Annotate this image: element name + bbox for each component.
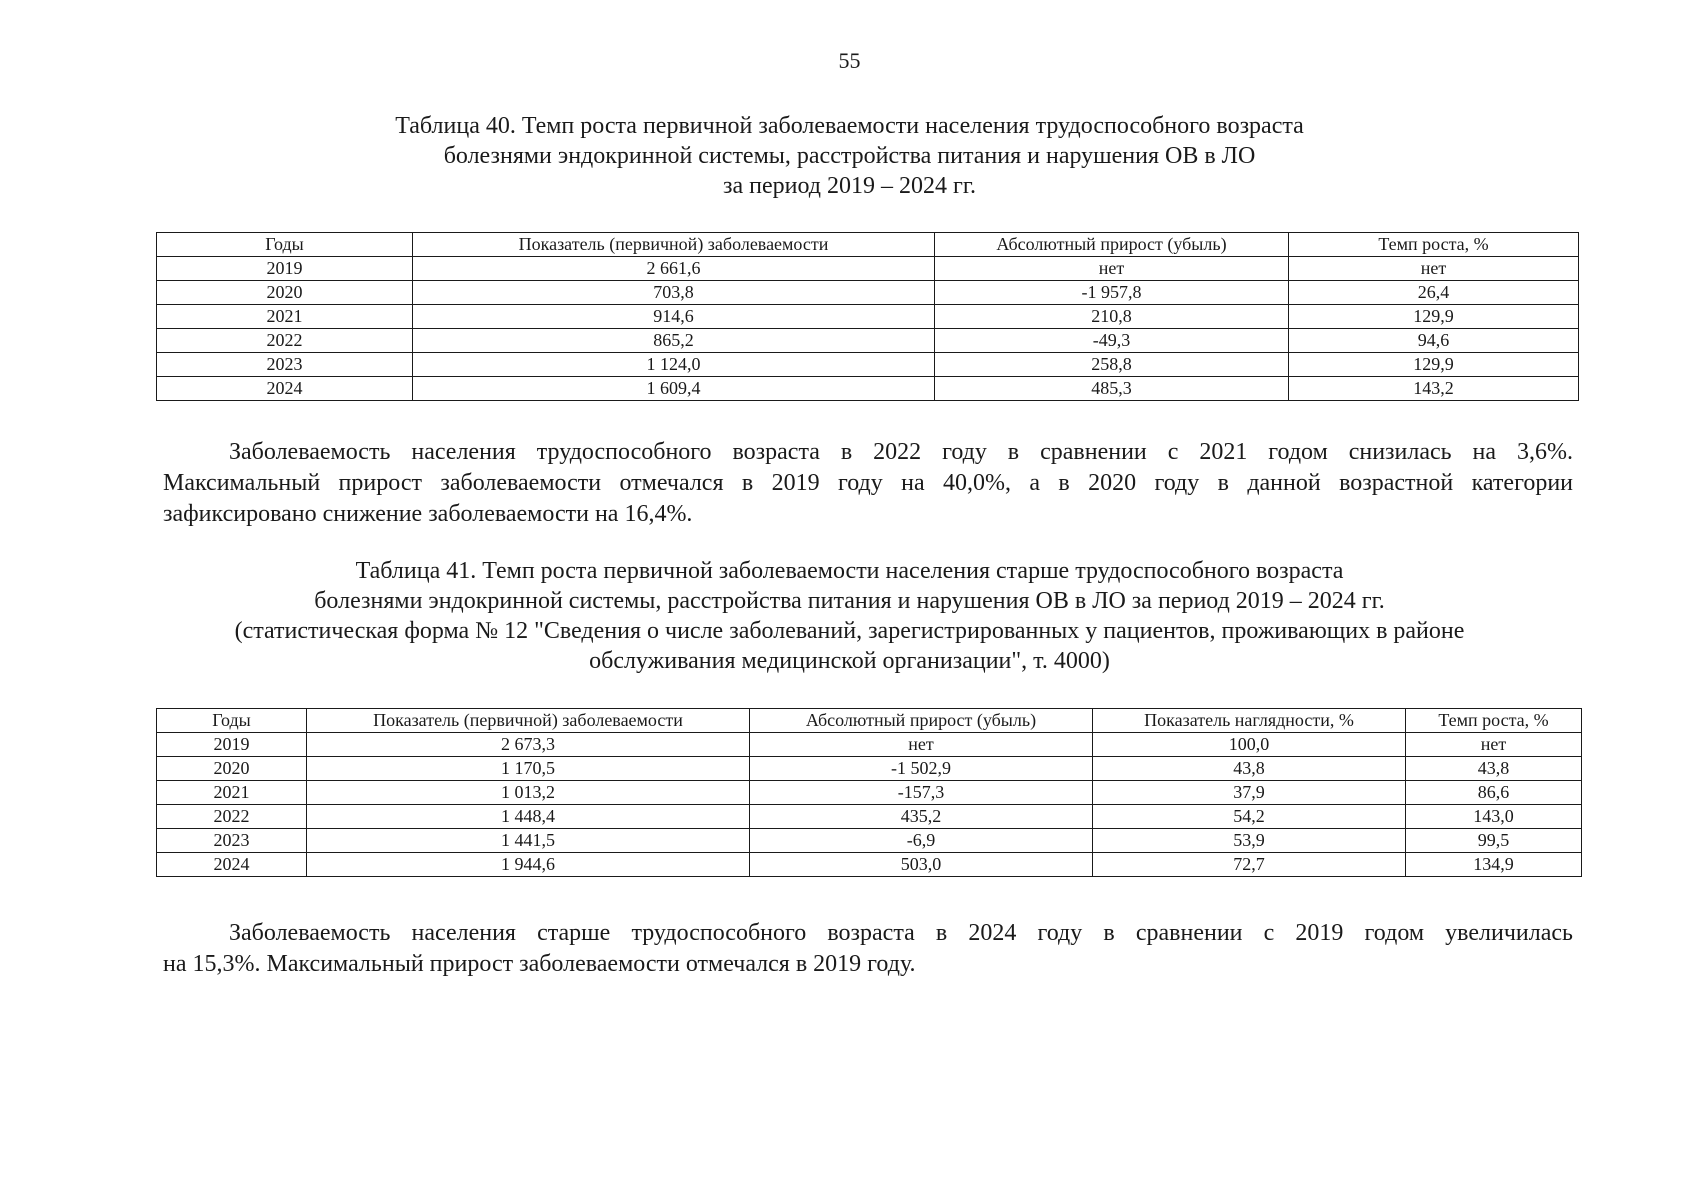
table-cell: нет [1406, 733, 1582, 757]
header-growth-rate: Темп роста, % [1406, 709, 1582, 733]
table-cell: 100,0 [1093, 733, 1406, 757]
caption-line: Таблица 41. Темп роста первичной заболеваемости населения старше трудоспособного возраста [355, 558, 1344, 584]
header-absolute-change: Абсолютный прирост (убыль) [935, 233, 1289, 257]
header-growth-rate: Темп роста, % [1289, 233, 1579, 257]
table-cell: 210,8 [935, 305, 1289, 329]
table-row [157, 781, 1582, 805]
table-40 [156, 232, 1579, 401]
table-row [157, 281, 1579, 305]
table-cell: 703,8 [413, 281, 935, 305]
table-cell: 37,9 [1093, 781, 1406, 805]
header-absolute-change: Абсолютный прирост (убыль) [750, 709, 1093, 733]
table-cell: 2019 [157, 733, 307, 757]
table-cell: 2019 [157, 257, 413, 281]
paragraph-line: Заболеваемость населения старше трудоспособного возраста в 2024 году в сравнении с 2019 годом увеличилась [229, 920, 1573, 946]
caption-line: обслуживания медицинской организации", т. 4000) [589, 648, 1110, 674]
table-cell: 1 124,0 [413, 353, 935, 377]
table-cell: 2023 [157, 829, 307, 853]
table-row [157, 805, 1582, 829]
table-cell: 129,9 [1289, 305, 1579, 329]
header-incidence: Показатель (первичной) заболеваемости [413, 233, 935, 257]
table-cell: 53,9 [1093, 829, 1406, 853]
table-cell: 1 609,4 [413, 377, 935, 401]
table-cell: -1 957,8 [935, 281, 1289, 305]
table-cell: 865,2 [413, 329, 935, 353]
table-row [157, 733, 1582, 757]
header-visibility-index: Показатель наглядности, % [1093, 709, 1406, 733]
table-row [157, 353, 1579, 377]
table-cell: 86,6 [1406, 781, 1582, 805]
paragraph-line: Максимальный прирост заболеваемости отмечался в 2019 году на 40,0%, а в 2020 году в данной возрастной категории [163, 470, 1573, 496]
table-row [157, 257, 1579, 281]
header-years: Годы [157, 709, 307, 733]
table-cell: 99,5 [1406, 829, 1582, 853]
table-cell: 2021 [157, 305, 413, 329]
table-cell: 2023 [157, 353, 413, 377]
table-cell: 2020 [157, 757, 307, 781]
page-number: 55 [838, 48, 861, 73]
table-cell: 134,9 [1406, 853, 1582, 877]
caption-line: (статистическая форма № 12 "Сведения о числе заболеваний, зарегистрированных у пациентов, проживающих в районе [234, 618, 1465, 644]
table-cell: 2024 [157, 377, 413, 401]
table-cell: -6,9 [750, 829, 1093, 853]
table-header-row [157, 233, 1579, 257]
table-cell: 43,8 [1093, 757, 1406, 781]
caption-line: болезнями эндокринной системы, расстройства питания и нарушения ОВ в ЛО [443, 143, 1256, 169]
table-cell: 1 448,4 [307, 805, 750, 829]
table-41 [156, 708, 1582, 877]
table-cell: 26,4 [1289, 281, 1579, 305]
caption-line: за период 2019 – 2024 гг. [723, 173, 976, 199]
table-cell: 485,3 [935, 377, 1289, 401]
table-cell: 1 441,5 [307, 829, 750, 853]
header-incidence: Показатель (первичной) заболеваемости [307, 709, 750, 733]
table-cell: 43,8 [1406, 757, 1582, 781]
table-cell: нет [935, 257, 1289, 281]
table-cell: 914,6 [413, 305, 935, 329]
table-cell: 2021 [157, 781, 307, 805]
table-cell: 258,8 [935, 353, 1289, 377]
table-cell: 2022 [157, 805, 307, 829]
paragraph-line: Заболеваемость населения трудоспособного возраста в 2022 году в сравнении с 2021 годом снизилась на 3,6%. [229, 439, 1573, 465]
table-cell: 2 661,6 [413, 257, 935, 281]
table-cell: -157,3 [750, 781, 1093, 805]
table-row [157, 305, 1579, 329]
table-cell: 1 944,6 [307, 853, 750, 877]
table-row [157, 329, 1579, 353]
caption-line: болезнями эндокринной системы, расстройства питания и нарушения ОВ в ЛО за период 2019 – 2024 гг. [314, 588, 1385, 614]
paragraph-line: на 15,3%. Максимальный прирост заболеваемости отмечался в 2019 году. [163, 951, 916, 977]
table-cell: -49,3 [935, 329, 1289, 353]
table-cell: 1 013,2 [307, 781, 750, 805]
table-row [157, 377, 1579, 401]
table-cell: 54,2 [1093, 805, 1406, 829]
paragraph-line: зафиксировано снижение заболеваемости на 16,4%. [163, 501, 693, 527]
table-41-caption [0, 556, 1699, 676]
table-cell: -1 502,9 [750, 757, 1093, 781]
table-cell: нет [1289, 257, 1579, 281]
table-cell: 143,2 [1289, 377, 1579, 401]
table-cell: нет [750, 733, 1093, 757]
paragraph-2 [163, 918, 1573, 980]
table-cell: 2022 [157, 329, 413, 353]
table-row [157, 757, 1582, 781]
header-years: Годы [157, 233, 413, 257]
table-40-caption [0, 111, 1699, 201]
table-cell: 143,0 [1406, 805, 1582, 829]
table-row [157, 829, 1582, 853]
table-cell: 129,9 [1289, 353, 1579, 377]
table-row [157, 853, 1582, 877]
table-cell: 2 673,3 [307, 733, 750, 757]
table-cell: 435,2 [750, 805, 1093, 829]
table-cell: 2024 [157, 853, 307, 877]
paragraph-1 [163, 437, 1573, 530]
table-cell: 1 170,5 [307, 757, 750, 781]
table-cell: 503,0 [750, 853, 1093, 877]
table-header-row [157, 709, 1582, 733]
table-cell: 72,7 [1093, 853, 1406, 877]
table-cell: 94,6 [1289, 329, 1579, 353]
table-cell: 2020 [157, 281, 413, 305]
caption-line: Таблица 40. Темп роста первичной заболеваемости населения трудоспособного возраста [395, 113, 1304, 139]
